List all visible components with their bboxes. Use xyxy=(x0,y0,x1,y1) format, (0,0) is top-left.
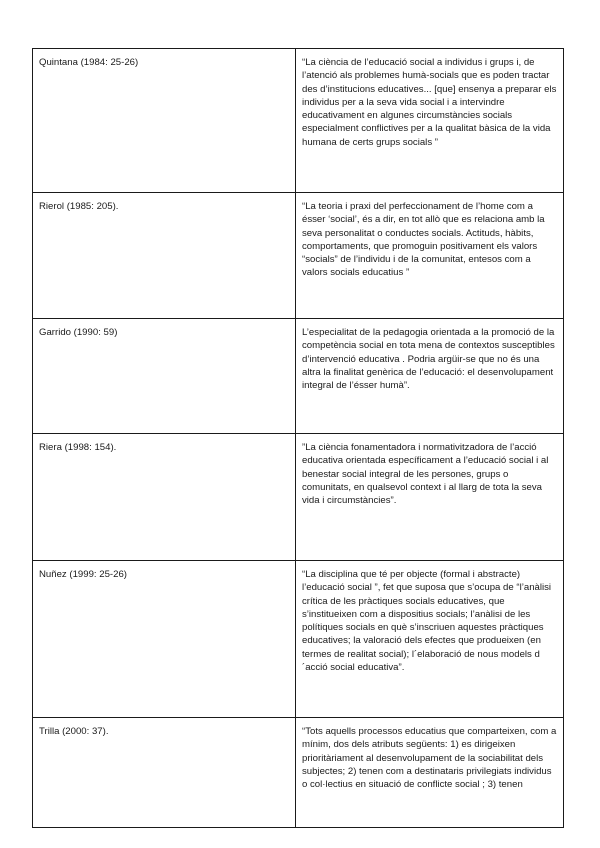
table-row xyxy=(33,718,564,828)
table-row xyxy=(33,434,564,561)
quote-cell: “La ciència de l’educació social a individus i grups i, de l’atenció als problemes humà-socials que es poden tractar des d’institucions educatives... [que] ensenya a preparar els individus per a la seva vida social i a intervindre educativament en algunes circumstàncies socials especialment conflictives per a la qualitat bàsica de la vida humana de certs grups socials ” xyxy=(296,49,564,193)
author-cell: Riera (1998: 154). xyxy=(33,434,296,561)
quote-cell: ”La ciència fonamentadora i normativitzadora de l’acció educativa orientada específicament a l’educació social i al benestar social integral de les persones, grups o comunitats, en qualsevol context i al llarg de tota la seva vida i circumstàncies”. xyxy=(296,434,564,561)
author-cell: Garrido (1990: 59) xyxy=(33,319,296,434)
quote-cell: “La teoria i praxi del perfeccionament de l’home com a ésser ‘social’, és a dir, en tot allò que es relaciona amb la seva personalitat o conductes socials. Actituds, hàbits, comportaments, que promoguin positivament els valors “socials” de l’individu i de la comunitat, entesos com a valors socials educatius ” xyxy=(296,193,564,319)
table-row xyxy=(33,319,564,434)
quote-cell: “La disciplina que té per objecte (formal i abstracte) l’educació social ”, fet que suposa que s’ocupa de “l’anàlisi crítica de les pràctiques socials educatives, que s’institueixen com a dispositius socials; l’anàlisi de les polítiques socials en què s’inscriuen aquestes pràctiques educatives; la valoració dels efectes que produeixen (en termes de realitat social); l´elaboració de nous models d´acció social educativa”. xyxy=(296,561,564,718)
table-row xyxy=(33,561,564,718)
table-row xyxy=(33,193,564,319)
author-cell: Trilla (2000: 37). xyxy=(33,718,296,828)
author-cell: Rierol (1985: 205). xyxy=(33,193,296,319)
quote-cell: L’especialitat de la pedagogia orientada a la promoció de la competència social en tota mena de contextos susceptibles d’intervenció educativa . Podria argüir-se que no és una altra la finalitat genèrica de l’educació: el desenvolupament integral de l’ésser humà”. xyxy=(296,319,564,434)
author-cell: Quintana (1984: 25-26) xyxy=(33,49,296,193)
table-row xyxy=(33,49,564,193)
definitions-table xyxy=(32,48,564,828)
quote-cell: “Tots aquells processos educatius que comparteixen, com a mínim, dos dels atributs següents: 1) es dirigeixen prioritàriament al desenvolupament de la sociabilitat dels subjectes; 2) tenen com a destinataris privilegiats individus o col·lectius en situació de conflicte social ; 3) tenen xyxy=(296,718,564,828)
author-cell: Nuñez (1999: 25-26) xyxy=(33,561,296,718)
